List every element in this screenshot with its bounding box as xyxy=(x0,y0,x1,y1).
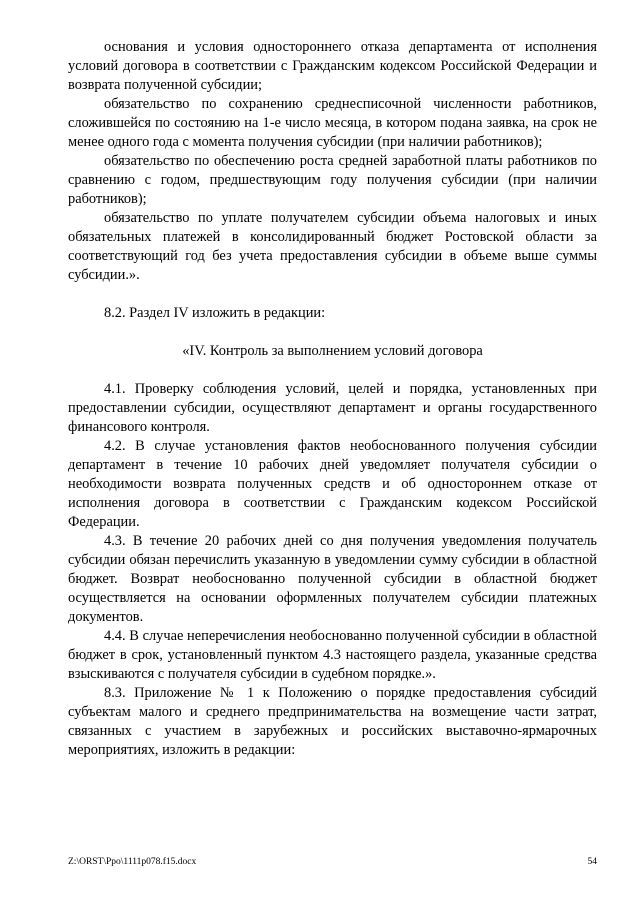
footer-file-path: Z:\ORST\Ppo\1111p078.f15.docx xyxy=(68,857,197,867)
paragraph-salary-obligation: обязательство по обеспечению роста средней заработной платы работников по сравнению с годом, предшествующим году получения субсидии (при наличии работников); xyxy=(68,153,597,207)
paragraph-4-4: 4.4. В случае неперечисления необоснованно полученной субсидии в областной бюджет в срок, установленный пунктом 4.3 настоящего раздела, указанные средства взыскиваются с получателя субсидии в судебном порядке.». xyxy=(68,628,597,682)
paragraph-refusal-grounds: основания и условия одностороннего отказа департамента от исполнения условий договора в соответствии с Гражданским кодексом Российской Федерации и возврата полученной субсидии; xyxy=(68,39,597,93)
paragraph-section-8-2: 8.2. Раздел IV изложить в редакции: xyxy=(104,305,326,321)
paragraph-4-3: 4.3. В течение 20 рабочих дней со дня получения уведомления получатель субсидии обязан перечислить указанную в уведомлении сумму субсидии в областной бюджет. Возврат необоснованно полученной субсидии в областной бюджет осуществляется на основании оформленных получателем субсидии платежных документов. xyxy=(68,533,597,625)
spacer xyxy=(68,361,597,380)
paragraph-4-1: 4.1. Проверку соблюдения условий, целей и порядка, установленных при предоставлении субсидии, осуществляют департамент и органы государственного финансового контроля. xyxy=(68,381,597,435)
document-body xyxy=(68,38,597,760)
paragraph-headcount-obligation: обязательство по сохранению среднесписочной численности работников, сложившейся по состоянию на 1-е число месяца, в котором подана заявка, на срок не менее одного года с момента получения субсидии (при наличии работников); xyxy=(68,96,597,150)
spacer xyxy=(68,323,597,342)
section-heading: «IV. Контроль за выполнением условий договора xyxy=(182,343,483,359)
paragraph-4-2: 4.2. В случае установления фактов необоснованного получения субсидии департамент в течение 10 рабочих дней уведомляет получателя субсидии о необходимости возврата полученных средств и об одностороннем отказе от исполнения договора в соответствии с Гражданским кодексом Российской Федерации. xyxy=(68,438,597,530)
footer-page-number: 54 xyxy=(587,857,597,867)
paragraph-8-3: 8.3. Приложение № 1 к Положению о порядке предоставления субсидий субъектам малого и среднего предпринимательства на возмещение части затрат, связанных с участием в зарубежных и российских выставочно-ярмарочных мероприятиях, изложить в редакции: xyxy=(68,685,597,758)
paragraph-tax-obligation: обязательство по уплате получателем субсидии объема налоговых и иных обязательных платежей в консолидированный бюджет Ростовской области за соответствующий год без учета предоставления субсидии в объеме выше суммы субсидии.». xyxy=(68,210,597,283)
spacer xyxy=(68,285,597,304)
